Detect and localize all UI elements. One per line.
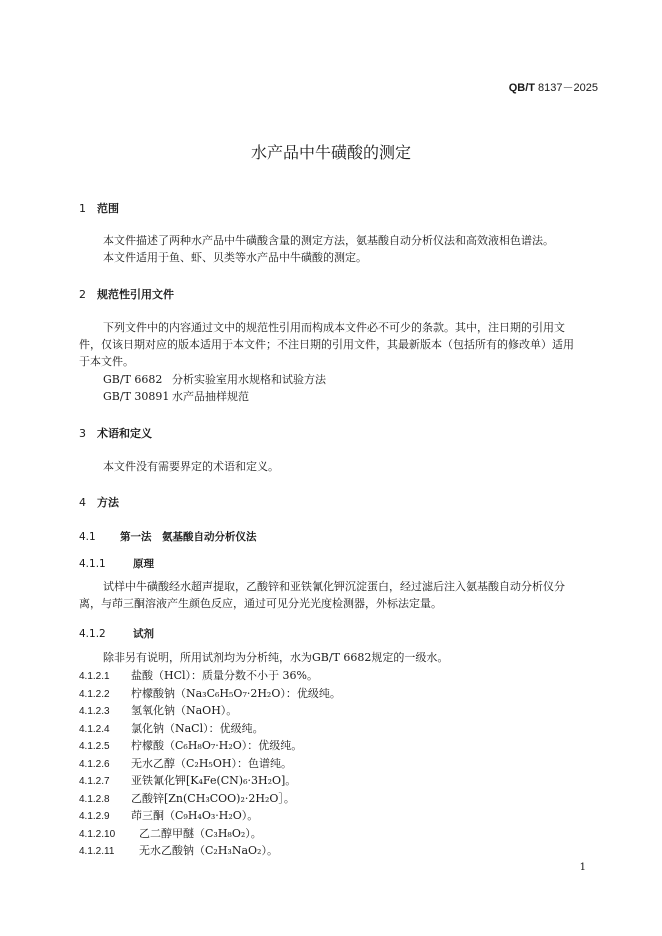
section-number: 2 bbox=[79, 288, 86, 301]
section-number: 3 bbox=[79, 427, 86, 440]
reagent-text: 氢氧化钠（NaOH）。 bbox=[131, 704, 238, 717]
principle-paragraph-line-1: 试样中牛磺酸经水超声提取，乙酸锌和亚铁氰化钾沉淀蛋白，经过滤后注入氨基酸自动分析仪分 bbox=[103, 580, 565, 593]
reagent-number: 4.1.2.8 bbox=[79, 794, 110, 805]
normative-paragraph-line-2: 件，仅该日期对应的版本适用于本文件；不注日期的引用文件，其最新版本（包括所有的修改单）适用 bbox=[79, 338, 574, 351]
reference-item bbox=[103, 371, 326, 387]
reagent-item bbox=[79, 685, 341, 701]
standard-prefix: QB/T bbox=[508, 82, 535, 94]
section-title: 范围 bbox=[97, 202, 119, 215]
subsection-number: 4.1 bbox=[79, 531, 96, 543]
section-3-heading bbox=[79, 425, 152, 441]
section-title: 方法 bbox=[97, 496, 119, 509]
reagent-number: 4.1.2.6 bbox=[79, 759, 110, 770]
reagent-text: 茚三酮（C₉H₄O₃·H₂O）。 bbox=[131, 809, 259, 822]
reference-code: GB/T 6682 bbox=[103, 373, 163, 386]
reagent-item bbox=[79, 825, 262, 841]
reagent-number: 4.1.2.9 bbox=[79, 811, 110, 822]
reagent-text: 柠檬酸钠（Na₃C₆H₅O₇·2H₂O）：优级纯。 bbox=[131, 687, 341, 700]
reagent-item bbox=[79, 790, 295, 806]
reference-name: 水产品抽样规范 bbox=[172, 390, 249, 403]
reagent-item bbox=[79, 755, 292, 771]
reagents-intro-paragraph: 除非另有说明，所用试剂均为分析纯，水为GB/T 6682规定的一级水。 bbox=[103, 651, 449, 664]
section-number: 1 bbox=[79, 202, 86, 215]
reagent-text: 无水乙醇（C₂H₅OH）：色谱纯。 bbox=[131, 757, 292, 770]
terms-paragraph: 本文件没有需要界定的术语和定义。 bbox=[103, 460, 279, 473]
section-number: 4 bbox=[79, 496, 86, 509]
standard-code bbox=[509, 79, 598, 95]
reagent-item bbox=[79, 667, 318, 683]
reagent-text: 乙二醇甲醚（C₃H₈O₂）。 bbox=[139, 827, 262, 840]
reagent-number: 4.1.2.1 bbox=[79, 671, 110, 682]
reference-name: 分析实验室用水规格和试验方法 bbox=[172, 373, 326, 386]
subsection-number: 4.1.1 bbox=[79, 558, 106, 570]
subsection-title: 试剂 bbox=[133, 628, 154, 640]
reagent-text: 无水乙酸钠（C₂H₃NaO₂）。 bbox=[139, 844, 278, 857]
subsection-title: 第一法 氨基酸自动分析仪法 bbox=[120, 531, 257, 543]
reagent-number: 4.1.2.10 bbox=[79, 829, 116, 840]
reagent-item bbox=[79, 702, 237, 718]
document-title: 水产品中牛磺酸的测定 bbox=[250, 143, 411, 162]
normative-paragraph-line-3: 于本文件。 bbox=[79, 355, 134, 368]
subsection-4-1-1-heading bbox=[79, 556, 154, 571]
page-number: 1 bbox=[579, 862, 586, 873]
reagent-number: 4.1.2.11 bbox=[79, 846, 115, 857]
reagent-number: 4.1.2.2 bbox=[79, 689, 110, 700]
reference-item bbox=[103, 388, 249, 404]
normative-paragraph-line-1: 下列文件中的内容通过文中的规范性引用而构成本文件必不可少的条款。其中，注日期的引用文 bbox=[103, 321, 565, 334]
section-2-heading bbox=[79, 286, 174, 302]
section-title: 规范性引用文件 bbox=[97, 288, 174, 301]
standard-number: 8137－2025 bbox=[538, 82, 598, 94]
subsection-title: 原理 bbox=[133, 558, 154, 570]
subsection-4-1-2-heading bbox=[79, 626, 154, 641]
reagent-text: 乙酸锌[Zn(CH₃COO)₂·2H₂O］。 bbox=[131, 792, 295, 805]
reagent-number: 4.1.2.5 bbox=[79, 741, 110, 752]
reagent-item bbox=[79, 772, 296, 788]
reagent-item bbox=[79, 842, 278, 858]
section-title: 术语和定义 bbox=[97, 427, 152, 440]
reagent-text: 氯化钠（NaCl）：优级纯。 bbox=[131, 722, 264, 735]
reagent-text: 亚铁氰化钾[K₄Fe(CN)₆·3H₂O]。 bbox=[131, 774, 297, 787]
reagent-item bbox=[79, 737, 302, 753]
reagent-text: 盐酸（HCl）：质量分数不小于 36%。 bbox=[131, 669, 318, 682]
section-4-heading bbox=[79, 494, 119, 510]
section-1-heading bbox=[79, 200, 119, 216]
reagent-number: 4.1.2.7 bbox=[79, 776, 110, 787]
principle-paragraph-line-2: 离，与茚三酮溶液产生颜色反应，通过可见分光光度检测器，外标法定量。 bbox=[79, 597, 442, 610]
reagent-text: 柠檬酸（C₆H₈O₇·H₂O）：优级纯。 bbox=[131, 739, 303, 752]
reagent-item bbox=[79, 807, 258, 823]
reference-code: GB/T 30891 bbox=[103, 390, 170, 403]
reagent-item bbox=[79, 720, 264, 736]
subsection-number: 4.1.2 bbox=[79, 628, 106, 640]
reagent-number: 4.1.2.4 bbox=[79, 724, 110, 735]
scope-paragraph-2: 本文件适用于鱼、虾、贝类等水产品中牛磺酸的测定。 bbox=[103, 251, 367, 264]
subsection-4-1-heading bbox=[79, 529, 257, 544]
scope-paragraph-1: 本文件描述了两种水产品中牛磺酸含量的测定方法，氨基酸自动分析仪法和高效液相色谱法。 bbox=[103, 234, 554, 247]
reagent-number: 4.1.2.3 bbox=[79, 706, 110, 717]
